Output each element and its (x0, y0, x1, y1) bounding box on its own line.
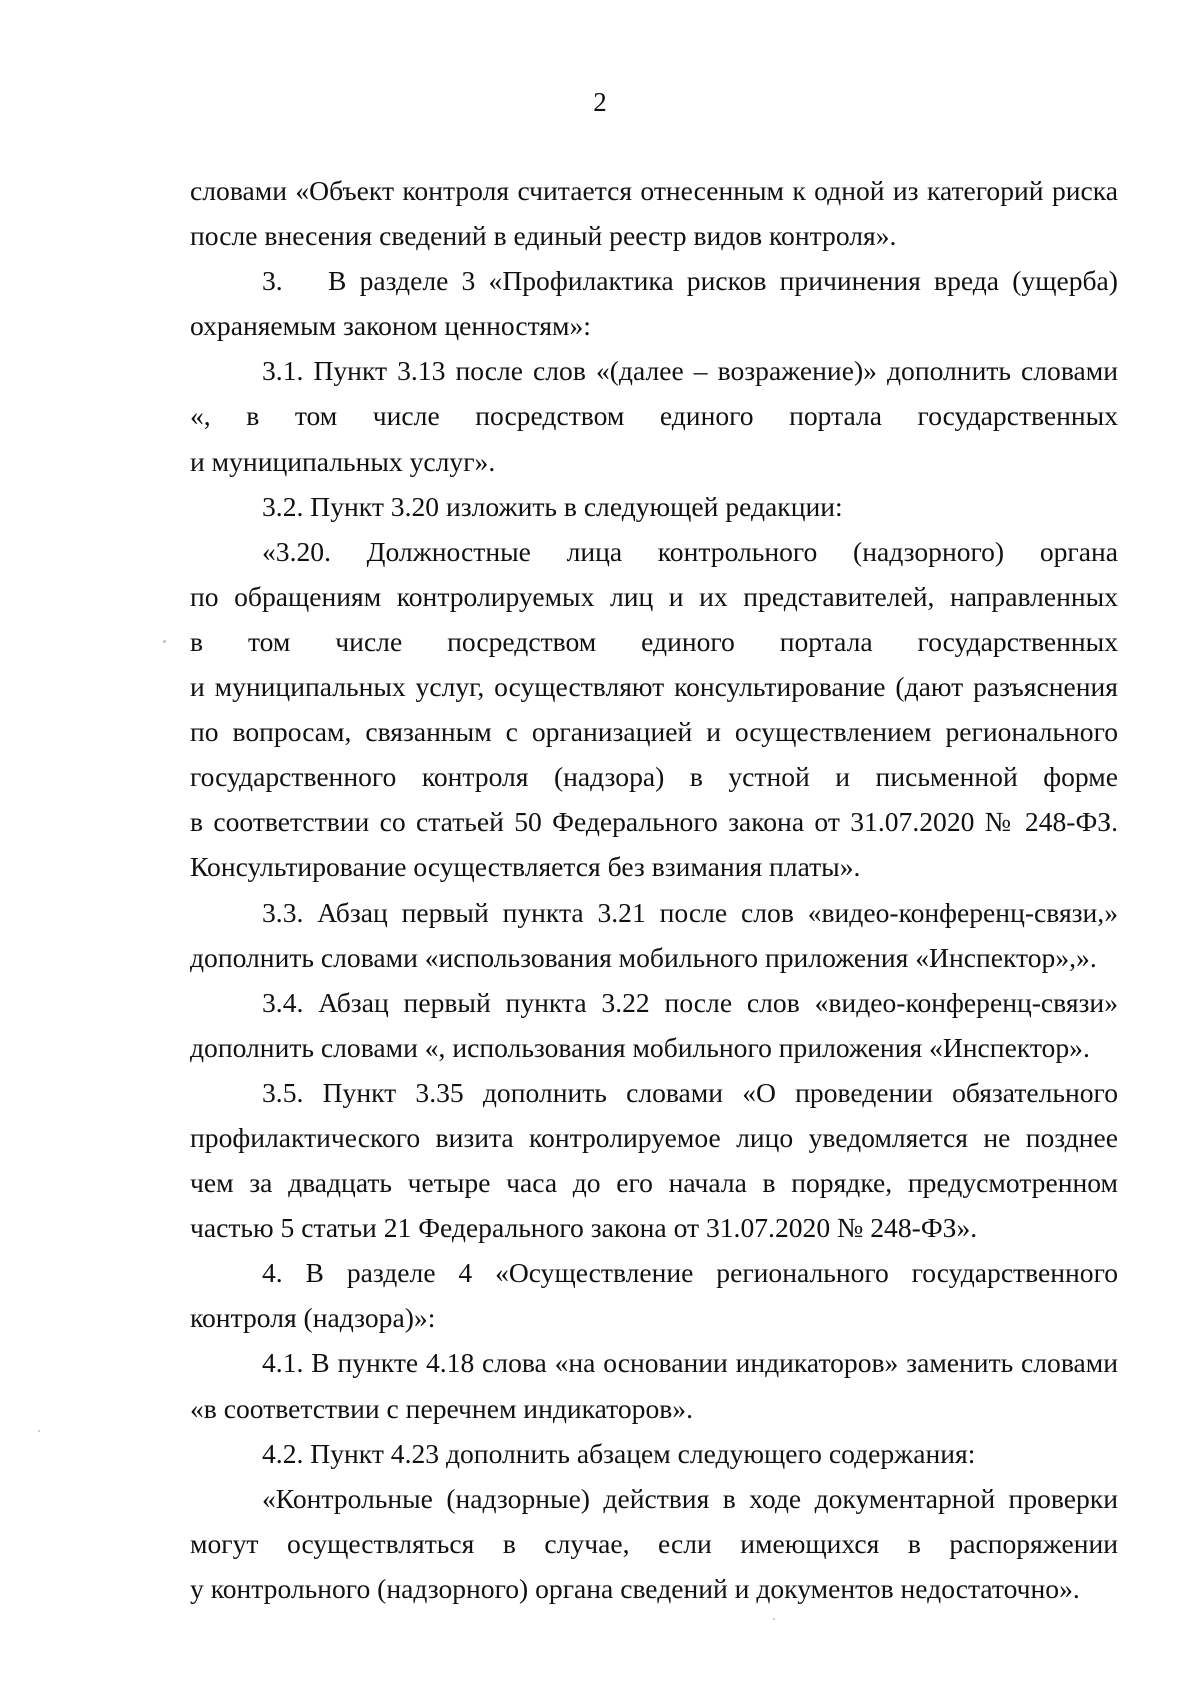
text-line: словами «Объект контроля считается отнесенным к одной из категорий риска (190, 175, 1118, 206)
page-number: 2 (593, 87, 607, 117)
text-line: Консультирование осуществляется без взимания платы». (190, 851, 861, 883)
text-line: частью 5 статьи 21 Федерального закона от 31.07.2020 № 248-ФЗ». (190, 1212, 978, 1244)
text-line: профилактического визита контролируемое лицо уведомляется не позднее (190, 1121, 1118, 1153)
paragraph-quote-3-20 (190, 529, 1118, 890)
text-line: 4. В разделе 4 «Осуществление регионального государственного (262, 1257, 1118, 1289)
text-line: «3.20. Должностные лица контрольного (надзорного) органа (262, 535, 1118, 567)
paragraph-item-4 (190, 1250, 1118, 1340)
text-line: чем за двадцать четыре часа до его начала в порядке, предусмотренном (190, 1167, 1118, 1199)
text-line: «в соответствии с перечнем индикаторов». (190, 1392, 693, 1424)
paragraph-item-3 (190, 258, 1118, 348)
paragraph-item-3-1 (190, 348, 1118, 483)
text-line: по обращениям контролируемых лиц и их представителей, направленных (190, 580, 1118, 612)
text-line: государственного контроля (надзора) в устной и письменной форме (190, 761, 1118, 793)
paragraph-item-3-4 (190, 980, 1118, 1070)
text-line: 3.1. Пункт 3.13 после слов «(далее – возражение)» дополнить словами (262, 355, 1118, 387)
scan-speck (163, 640, 166, 643)
scan-speck (38, 1430, 40, 1432)
text-line: 3.2. Пункт 3.20 изложить в следующей редакции: (262, 490, 843, 522)
text-line: по вопросам, связанным с организацией и осуществлением регионального (190, 716, 1118, 748)
text-line: 3.3. Абзац первый пункта 3.21 после слов «видео-конференц-связи,» (262, 896, 1118, 928)
paragraph-item-4-1 (190, 1340, 1118, 1430)
text-line: и муниципальных услуг». (190, 445, 496, 477)
document-body (190, 168, 1118, 1611)
scan-speck (773, 1618, 775, 1620)
paragraph-item-3-2 (190, 484, 1118, 529)
text-line: дополнить словами «использования мобильного приложения «Инспектор»,». (190, 941, 1097, 973)
text-line: охраняемым законом ценностям»: (190, 310, 591, 342)
paragraph-item-4-2 (190, 1431, 1118, 1476)
text-line: 4.1. В пункте 4.18 слова «на основании индикаторов» заменить словами (262, 1347, 1118, 1379)
paragraph-continuation (190, 168, 1118, 258)
text-line: «Контрольные (надзорные) действия в ходе документарной проверки (262, 1482, 1118, 1514)
text-line: и муниципальных услуг, осуществляют консультирование (дают разъяснения (190, 671, 1118, 703)
paragraph-quote-4-23 (190, 1476, 1118, 1611)
text-line: у контрольного (надзорного) органа сведений и документов недостаточно». (190, 1572, 1080, 1604)
text-line: 3.5. Пункт 3.35 дополнить словами «О проведении обязательного (262, 1076, 1118, 1108)
text-line: могут осуществляться в случае, если имеющихся в распоряжении (190, 1527, 1118, 1559)
text-line: «, в том числе посредством единого портала государственных (190, 400, 1118, 432)
item-number: 3. (262, 265, 283, 297)
text-line: 4.2. Пункт 4.23 дополнить абзацем следующего содержания: (262, 1437, 976, 1469)
text-line: контроля (надзора)»: (190, 1302, 436, 1334)
paragraph-item-3-3 (190, 890, 1118, 980)
text-line: 3.4. Абзац первый пункта 3.22 после слов «видео-конференц-связи» (262, 986, 1118, 1018)
text-line: дополнить словами «, использования мобильного приложения «Инспектор». (190, 1031, 1090, 1063)
text-line (190, 258, 1118, 303)
text-line: в соответствии со статьей 50 Федерального закона от 31.07.2020 № 248-ФЗ. (190, 806, 1118, 838)
text-line: в том числе посредством единого портала государственных (190, 625, 1118, 657)
item-text: В разделе 3 «Профилактика рисков причинения вреда (ущерба) (328, 265, 1118, 297)
paragraph-item-3-5 (190, 1070, 1118, 1250)
text-line: после внесения сведений в единый реестр видов контроля». (190, 220, 897, 252)
